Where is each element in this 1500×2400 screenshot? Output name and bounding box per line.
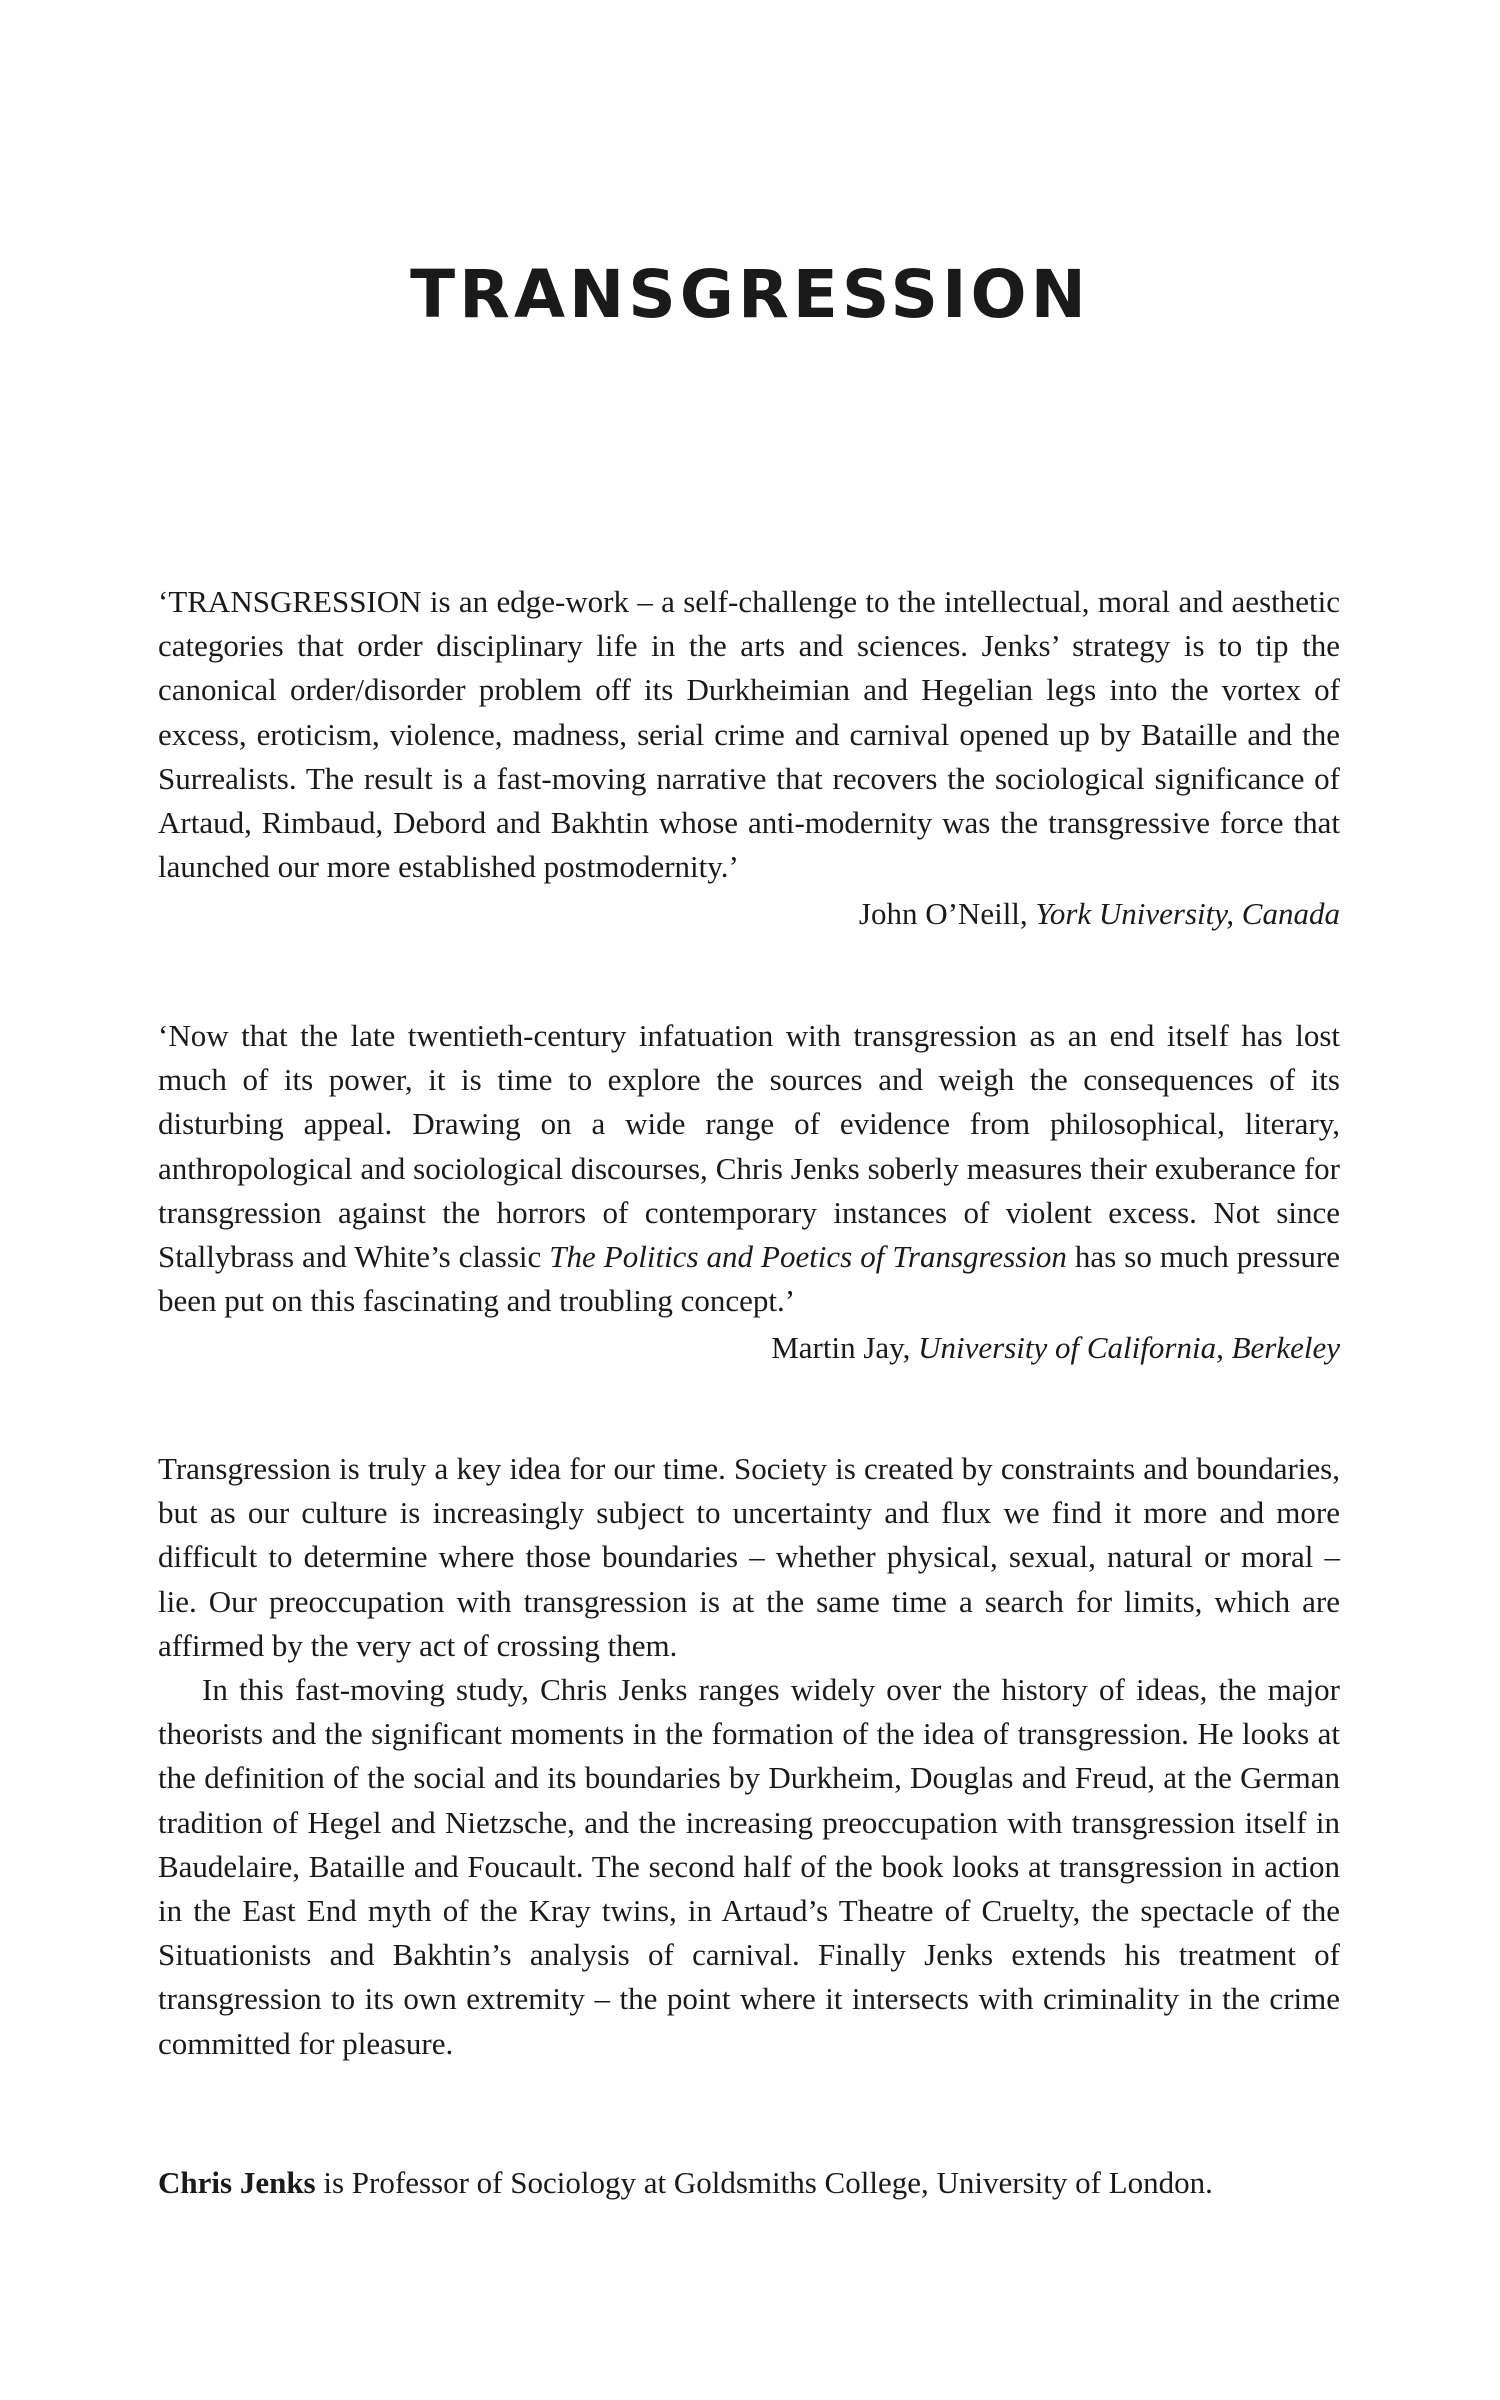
quote-attribution (158, 892, 1340, 936)
author-name: Chris Jenks (158, 2165, 316, 2200)
quote-affiliation: York University, Canada (1035, 896, 1340, 932)
author-bio-text (158, 2161, 1340, 2205)
author-bio-rest: is Professor of Sociology at Goldsmiths College, University of London. (315, 2165, 1213, 2200)
book-description (158, 1447, 1340, 2066)
quote-text (158, 1014, 1340, 1323)
page-title: TRANSGRESSION (410, 256, 1090, 333)
quote-affiliation: University of California, Berkeley (918, 1330, 1340, 1366)
quote-attribution (158, 1326, 1340, 1370)
endorsement-quote-oneill (158, 580, 1340, 937)
quote-author: Martin Jay, (771, 1330, 911, 1366)
quote-text: ‘TRANSGRESSION is an edge-work – a self-challenge to the intellectual, moral and aesthetic categories that order disciplinary life in the arts and sciences. Jenks’ strategy is to tip the canonical order/disorder problem off its Durkheimian and Hegelian legs into the vortex of excess, eroticism, violence, madness, serial crime and carnival opened up by Bataille and the Surrealists. The result is a fast-moving narrative that recovers the sociological significance of Artaud, Rimbaud, Debord and Bakhtin whose anti-modernity was the transgressive force that launched our more established postmodernity.’ (158, 584, 1340, 885)
description-paragraph-2: In this fast-moving study, Chris Jenks ranges widely over the history of ideas, the major theorists and the significant moments in the formation of the idea of transgression. He looks at the definition of the social and its boundaries by Durkheim, Douglas and Freud, at the German tradition of Hegel and Nietzsche, and the increasing preoccupation with transgression itself in Baudelaire, Bataille and Foucault. The second half of the book looks at transgression in action in the East End myth of the Kray twins, in Artaud’s Theatre of Cruelty, the spectacle of the Situationists and Bakhtin’s analysis of carnival. Finally Jenks extends his treatment of transgression to its own extremity – the point where it intersects with criminality in the crime committed for pleasure. (158, 1672, 1340, 2061)
quote-book-title: The Politics and Poetics of Transgression (549, 1239, 1067, 1275)
author-bio (158, 2161, 1340, 2205)
description-paragraph-1: Transgression is truly a key idea for our time. Society is created by constraints and boundaries, but as our culture is increasingly subject to uncertainty and flux we find it more and more difficult to determine where those boundaries – whether physical, sexual, natural or moral – lie. Our preoccupation with transgression is at the same time a search for limits, which are affirmed by the very act of crossing them. (158, 1451, 1340, 1663)
quote-author: John O’Neill, (858, 896, 1028, 932)
endorsement-quote-jay (158, 1014, 1340, 1371)
quote-text-after: has so much pressure been put on this fascinating and troubling concept.’ (158, 1239, 1340, 1319)
quote-text-before: ‘Now that the late twentieth-century infatuation with transgression as an end itself has lost much of its power, it is time to explore the sources and weigh the consequences of its disturbing appeal. Drawing on a wide range of evidence from philosophical, literary, anthropological and sociological discourses, Chris Jenks soberly measures their exuberance for transgression against the horrors of contemporary instances of violent excess. Not since Stallybrass and White’s classic (158, 1018, 1340, 1275)
